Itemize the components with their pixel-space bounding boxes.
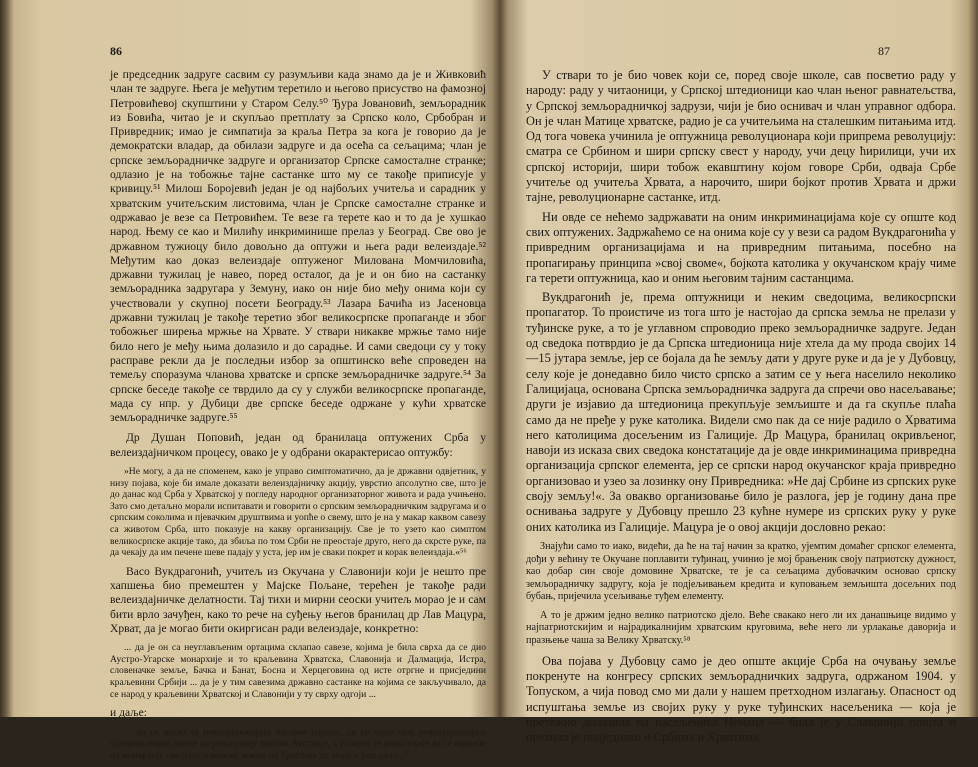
- connector-label: и даље:: [110, 706, 147, 720]
- right-page: [508, 0, 968, 745]
- text-column: [110, 68, 486, 767]
- block-quote: Знајући само то иако, видећи, да ће на тај начин за кратко, ујемтим домаћег српског елемента, дођи у већину те Окучане поплавити туђинац, учинио је мој брањеник своју патриотску дужност, као добар син своје домовине Хрватске, те је са сељацима дубовачким основао српску земљорадничку задругу, која је подјељивањем кредита и куповањем земљишта досељних под бубањ, пријечила усељивање туђем елементу.: [526, 540, 956, 603]
- block-quote: ... да је он са неуглављеним ортацима склапао савезе, којима је била сврха да се дио Аустро-Угарске монархије и то краљевина Хрватска, Славонија и Далмација, Истра, словеначке земље, Бачка и Банат, Босна и Херцеговина од исте отргне и присједини краљевини Србији ... да је у тим савезима државно састанке на којима се закључивало, да се народ у краљевини Хрватској и Славонији у ту сврху одгоји ...: [110, 642, 486, 700]
- paragraph: Васо Вукдрагонић, учитељ из Окучана у Славонији који је нешто пре хапшења био премештен у Мајске Пољане, терећен је такође ради велеиздајничке делатности. Тај тихи и мирни сеоски учитељ морао је и сам бити врло зачуђен, како то рече на суђењу његов бранилац др Лав Мацура, Хрват, да је могао бити окиргисан ради велеиздаје, конкретно:: [110, 564, 486, 635]
- paragraph: У ствари то је био човек који се, поред своје школе, сав посветио раду у народу: раду у читаоници, у Српској штедионици као члан њеног равнатељства, у Српској земљорадничкој задрузи, чији је био оснивач и члан управног одбора. Он је члан Матице хрватске, радио је са учитељима на сталешким питањима итд. Од тога човека учинила је оптужница револуционара који припрема револуцију: сматра се Србином и шири српску свест у народу, учи децу ћирилици, учи их српској историји, шири тобож екавштину којом говоре Срби, одваја Србе учитеље од учитеља Хрвата, а нарочито, шири бојкот против Хрвата и држи тајне, револуционарне састанке, итд.: [526, 68, 957, 205]
- paragraph: Др Душан Поповић, један од бранилаца оптужених Срба у велеиздајничком процесу, овако је у одбрани окарактерисао оптужбу:: [110, 431, 486, 459]
- paragraph: је председник задруге сасвим су разумљиви када знамо да је и Живковић члан те задруге. Њега је међутим теретило и његово присуство на фамозној Петровићевој скупштини у Старом Селу.⁵⁰ Ђура Јовановић, земљорадник из Бовића, читао је и скупљао претплату за Српско коло, Србобран и Привредник; имао је симпатија за краља Петра за кога је говорио да је демократски владар, да обилази задруге и да осећа са сељацима; члан је српске земљорадничке задруге и организатор Српске самосталне странке; одлазио је на тобожње тајне састанке што му се такође приписује у кривицу.⁵¹ Милош Боројевић један је од најбољих учитеља и сарадник у хрватским учитељским листовима, члан је Српске самосталне странке и одржавао је везе са Петровићем. Те везе га терете као и то да је хушкао народ. Њему се као и Милићу инкриминише прелаз у Београд. Све ово је државном тужиоцу било довољно да оптужи и њега ради велеиздаје.⁵² Међутим као доказ велеиздаје оптуженог Милована Момчиловића, државни тужилац је навео, поред осталог, да је и он био на састанку земљорадника задругара у Земуну, иако он није био међу онима који су учествовали у скупној посети Београду.⁵³ Лазара Бачића из Јасеновца државни тужилац је такође теретио због великосрпске пропаганде и због тобожњег ширења мржње на Хрвате. У ствари никакве мржње тамо није било него је међу њима долазило и до сарадње. И сами сведоци су у току расправе рекли да је последњи избор за општинско веће спроведен на темељу споразума чланова хрватске и српске земљорадничке задруге.⁵⁴ За српске беседе такође се тврдило да су у служби великосрпске пропаганде, мада су нпр. у Дубици две српске беседе одржане у кући хрватске земљорадничке задруге.⁵⁵: [110, 68, 486, 425]
- text-column: [526, 68, 956, 745]
- paragraph: Вукдрагонић је, према оптужници и неким сведоцима, великосрпски пропагатор. То проистиче из тога што је настојао да српска земља не прелази у туђинске руке, а то је углавном спроводио преко земљорадничке задруге. Један од сведока потврдио је да Српска штедионица није хтела да му прода својих 14—15 јутара земље, јер се бојала да ће земљу дати у друге руке и да је у Дубовцу, селу које је донедавно било чисто српско а затим се у њега населило неколико Галицијаца, основана Српска земљорадничка задруга да спречи ово насељавање; други је изјавио да штедионица прекупљује земљиште и да га скупље плаћа само да не пређе у руке католика. Видели смо пак да се није радило о Хрватима него католицима досељеним из Галиције. Др Мацура, бранилац окривљеног, навоји из исказа свих сведока констатације да је овде инкриминацима привредна организација српског елемента, јер се српски народ окучанског краја привредно организовао и узео за лозинку ону Привредника: »Не дај Србине из српских руке своју земљу!«. За овакво организовање било је разлога, јер је годину дана пре оснивања задруге у Дубовцу прешло 23 кућне нумере из српских руку у руке оних католика из Галиције. Мацура је о овој акцији дословно рекао:: [526, 290, 956, 534]
- paragraph: Ни овде се нећемо задржавати на оним инкриминацијама које су опште код свих оптужених. Задржаћемо се на онима које су у вези са радом Вукдрагонића у привредним организацијама и на привредним питањима, посебно на пропагирању принципа »свој своме«, бојкота католика у окучанском крају чиме га терети оптужница, као и оним његовим тајним састанцима.: [526, 209, 956, 285]
- block-quote: ... да се шило за револуционарни одгојем народа, да се онда овај револуционарно одгојени народ дигне на револуцију против Аустрије, а услијед те револуције да се оцијепе од монархије све југословенске земље од Триглава до мора и још даље..⁵⁷: [110, 726, 486, 761]
- left-page: [14, 0, 492, 761]
- page-number: 86: [110, 44, 122, 58]
- block-quote: А то је држим једно велико патриотско дјело. Веће свакако него ли их данашњице видимо у најпатриотскијим и најрадикалнијим хрватским круговима, веће него ли урлакање даворија и празњење чаша за Велику Хрватску.⁵⁸: [526, 609, 956, 647]
- block-quote: »Не могу, а да не споменем, како је управо симптоматично, да је државни одвјетник, у низу појава, које би имале доказати велеиздајничку акцију, уврстио апсолутно све, што је до данас код Срба у Хрватској у погледу народног организаторног живота и рада учињено. Зато смо детаљно морали испитавати и говорити о српским земљорадничким задругама и о српским соколима и пјевачким друштвима и уопће о свему, што је на у макар каквом савезу са животом Срба, што показује на какву организацију. Све је то узето као симптом великосрпске акције тако, да збиља по том Срби не преостаје друго, него да скрсте руке, па да чекају да им печене шеве падају у уста, јер им је сваки покрет и корак велеиздаја.«⁵⁶: [110, 466, 486, 559]
- paragraph: Ова појава у Дубовцу само је део опште акције Срба на очувању земље покренуте на конгресу српских земљорадничких задруга, одржаном 1904. у Топуском, а чија повод смо ми дали у нашем претходном излагању. Опасност од испуштања земље из својих руку у руке туђинских насељеника — која је претежно долазила од насељеника Немаца — била је у Славонији општа и претила је подједнако и Србима и Хрватима.: [526, 653, 956, 745]
- page-number: 87: [878, 44, 890, 58]
